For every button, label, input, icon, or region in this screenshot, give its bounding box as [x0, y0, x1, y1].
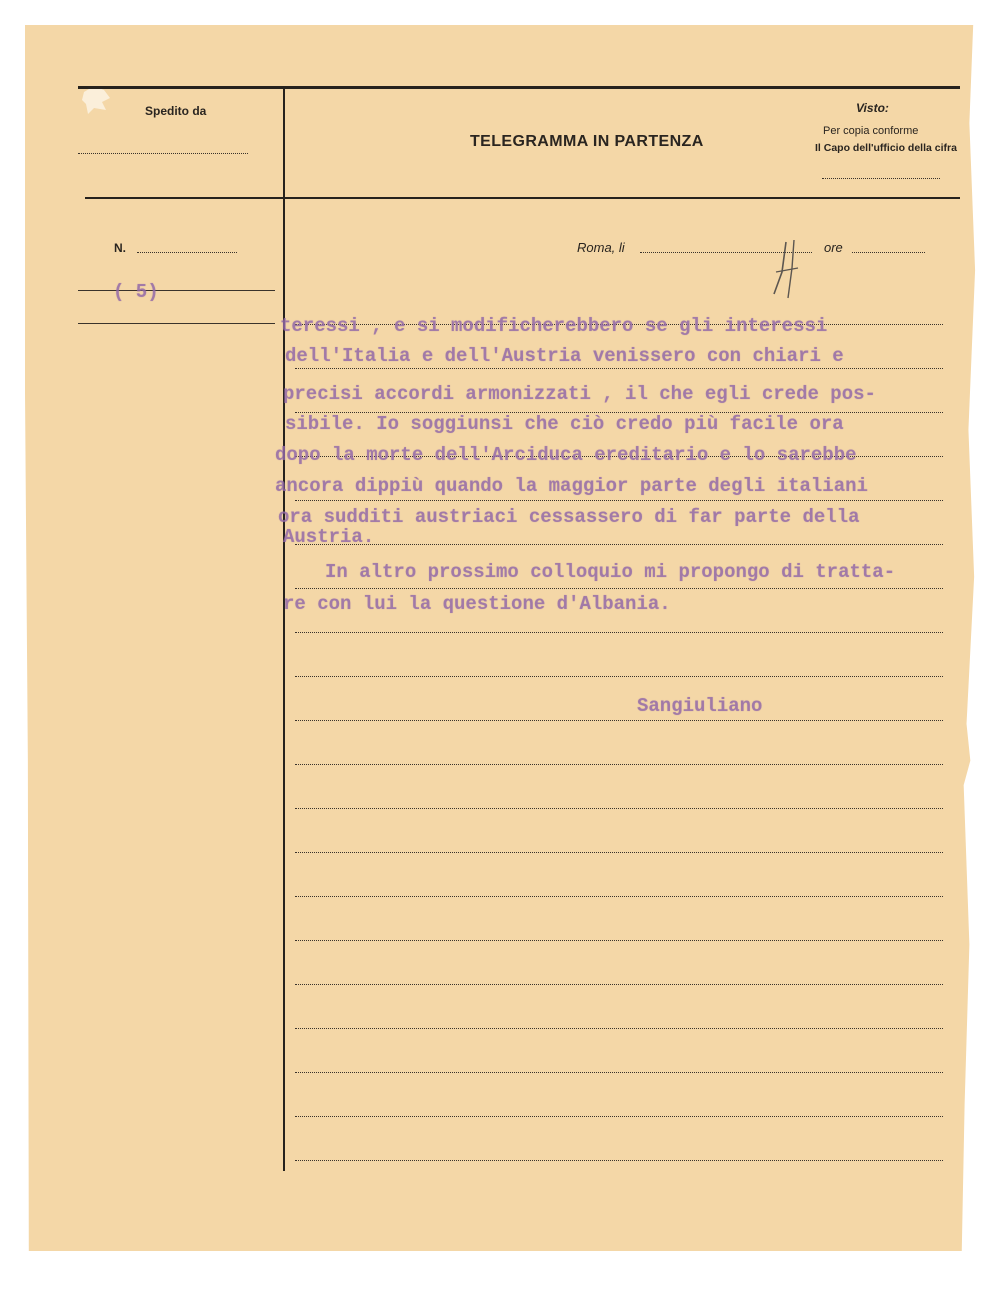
chief-signature-line	[822, 178, 940, 179]
column-divider	[283, 89, 285, 1171]
ruled-line	[295, 588, 943, 589]
visto-label: Visto:	[856, 101, 889, 115]
body-line: ora sudditi austriaci cessassero di far parte della	[278, 506, 860, 528]
ruled-line	[295, 544, 943, 545]
ruled-line	[295, 1116, 943, 1117]
sent-from-line	[78, 153, 248, 154]
left-rule-line	[78, 323, 275, 324]
body-line: dopo la morte dell'Arciduca ereditario e lo sarebbe	[275, 444, 857, 466]
body-line: Austria.	[283, 526, 375, 548]
ruled-line	[295, 632, 943, 633]
ruled-line	[295, 500, 943, 501]
body-line: ancora dippiù quando la maggior parte degli italiani	[275, 475, 868, 497]
signature: Sangiuliano	[637, 695, 763, 717]
ruled-line	[295, 1072, 943, 1073]
ruled-line	[295, 720, 943, 721]
ruled-line	[295, 984, 943, 985]
place-date-label: Roma, li	[577, 240, 625, 255]
form-title: TELEGRAMMA IN PARTENZA	[470, 133, 704, 150]
body-line: re con lui la questione d'Albania.	[283, 593, 671, 615]
sent-from-label: Spedito da	[145, 104, 207, 118]
time-label: ore	[824, 240, 843, 255]
ruled-line	[295, 368, 943, 369]
body-line: In altro prossimo colloquio mi propongo di tratta-	[325, 561, 896, 583]
ruled-line	[295, 808, 943, 809]
body-line: teressi , e si modificherebbero se gli interessi	[280, 315, 828, 337]
ruled-line	[295, 676, 943, 677]
page-reference: ( 5)	[113, 281, 159, 303]
ruled-line	[295, 940, 943, 941]
copy-label: Per copia conforme	[823, 125, 919, 137]
body-line: dell'Italia e dell'Austria venissero con chiari e	[285, 345, 844, 367]
ruled-line	[295, 896, 943, 897]
pencil-mark	[764, 238, 804, 302]
number-label: N.	[114, 241, 126, 255]
ruled-line	[295, 1028, 943, 1029]
ruled-line	[295, 1160, 943, 1161]
time-line	[852, 252, 925, 253]
top-border-line	[78, 86, 960, 89]
left-rule-line	[78, 290, 275, 291]
ruled-line	[295, 852, 943, 853]
header-divider	[85, 197, 960, 199]
body-line: sibile. Io soggiunsi che ciò credo più facile ora	[285, 413, 844, 435]
telegram-form-paper	[25, 25, 977, 1251]
body-line: precisi accordi armonizzati , il che egli crede pos-	[283, 383, 876, 405]
chief-label: Il Capo dell'ufficio della cifra	[815, 142, 957, 154]
ruled-line	[295, 764, 943, 765]
number-line	[137, 252, 237, 253]
